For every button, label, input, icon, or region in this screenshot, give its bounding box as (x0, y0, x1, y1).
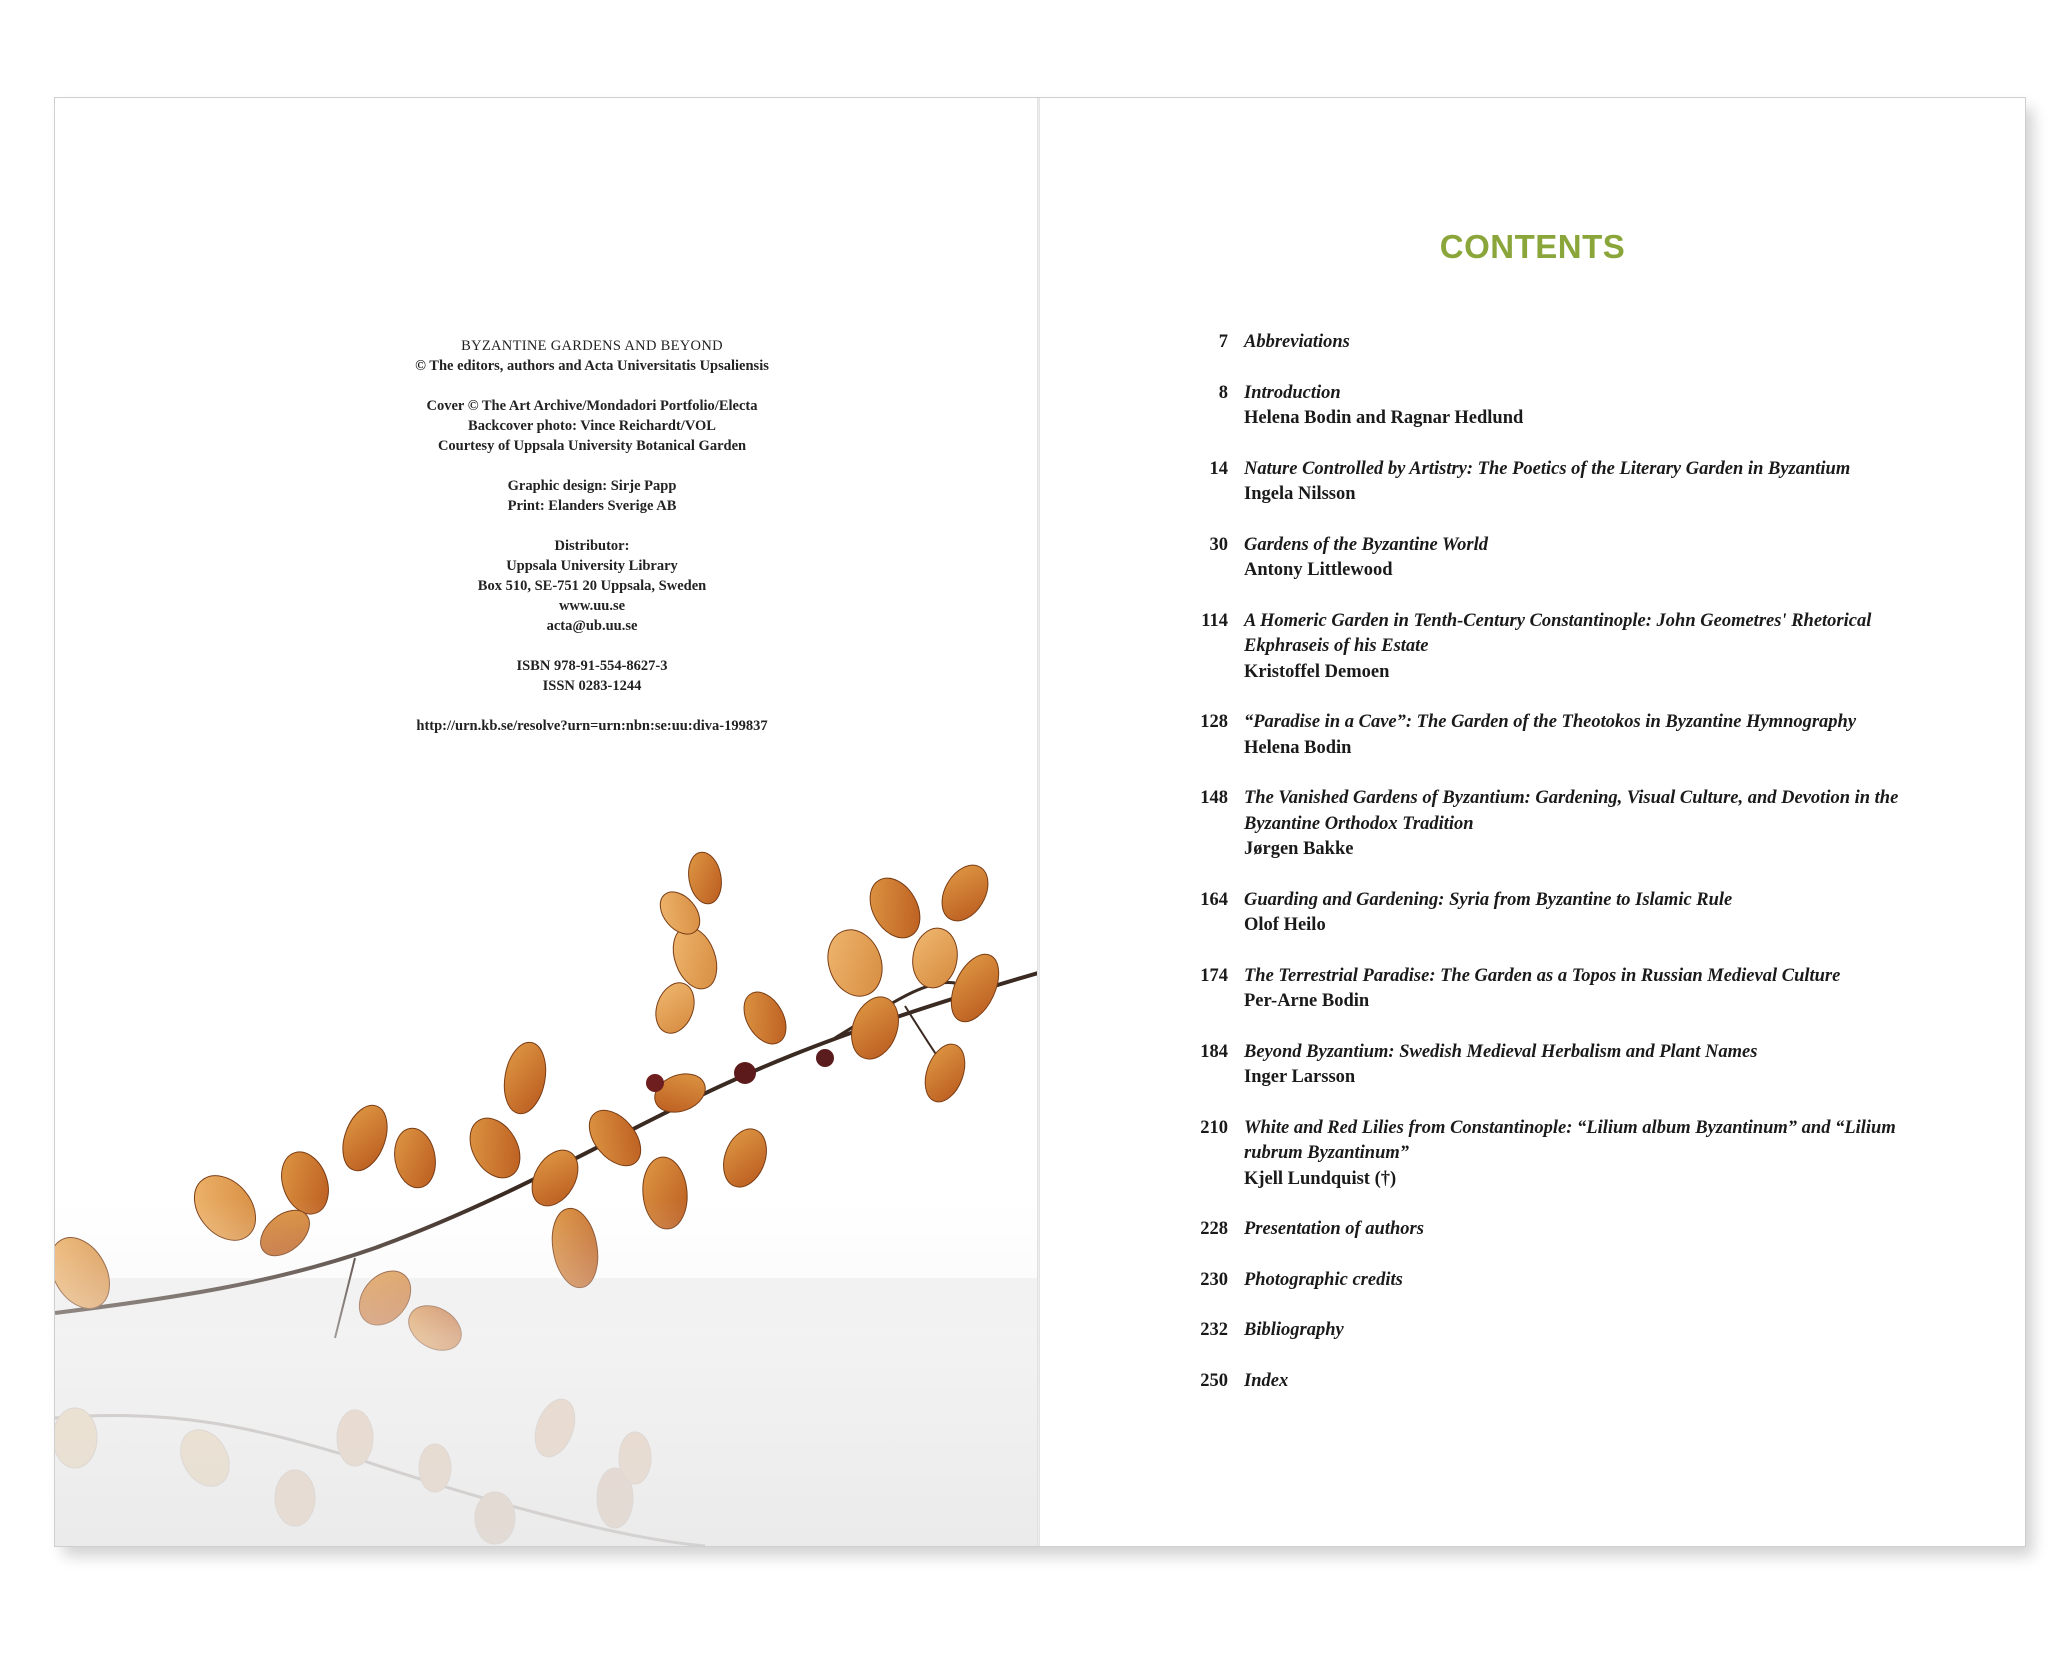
toc-title: Presentation of authors (1244, 1219, 1424, 1239)
imprint-distributor-address: Box 510, SE-751 20 Uppsala, Sweden (477, 578, 707, 594)
toc-title: Bibliography (1244, 1320, 1344, 1340)
toc-author: Olof Heilo (1244, 915, 1326, 935)
toc-page-number: 232 (1200, 1320, 1228, 1340)
imprint-email: acta@ub.uu.se (546, 618, 638, 634)
toc-entry (1190, 1268, 1950, 1294)
toc-entry (1190, 330, 1950, 356)
toc-author: Inger Larsson (1244, 1067, 1356, 1087)
right-page (1040, 98, 2025, 1546)
imprint-distributor-label: Distributor: (554, 538, 630, 554)
toc-author: Ingela Nilsson (1244, 484, 1356, 504)
toc-title: Beyond Byzantium: Swedish Medieval Herbalism and Plant Names (1244, 1041, 1758, 1062)
toc-page-number: 148 (1200, 788, 1228, 808)
toc-page-number: 230 (1200, 1269, 1228, 1290)
toc-title: Photographic credits (1244, 1269, 1403, 1290)
toc-entry (1190, 786, 1950, 863)
toc-entry (1190, 381, 1950, 432)
toc-page-number: 14 (1209, 458, 1228, 479)
toc-author: Kristoffel Demoen (1244, 661, 1390, 682)
toc-title: Abbreviations (1244, 332, 1350, 352)
imprint-design: Graphic design: Sirje Papp (507, 478, 677, 494)
toc-title: “Paradise in a Cave”: The Garden of the Theotokos in Byzantine Hymnography (1244, 712, 1857, 732)
toc-entry (1190, 964, 1950, 1015)
toc-entry (1190, 888, 1950, 939)
toc-page-number: 114 (1201, 610, 1228, 631)
toc-page-number: 184 (1200, 1041, 1228, 1062)
toc-page-number: 7 (1218, 332, 1228, 352)
imprint-print: Print: Elanders Sverige AB (507, 498, 677, 514)
toc-title: The Vanished Gardens of Byzantium: Gardening, Visual Culture, and Devotion in the Byzantine Orthodox Tradition (1244, 788, 1899, 834)
imprint-courtesy: Courtesy of Uppsala University Botanical Garden (437, 438, 747, 454)
toc-page-number: 174 (1200, 965, 1228, 986)
table-of-contents (1190, 330, 1950, 1419)
imprint-copyright: © The editors, authors and Acta Universitatis Upsaliensis (415, 358, 769, 374)
toc-entry (1190, 1369, 1950, 1395)
toc-author: Jørgen Bakke (1244, 839, 1354, 859)
left-page (55, 98, 1038, 1546)
toc-title: Guarding and Gardening: Syria from Byzantine to Islamic Rule (1244, 889, 1733, 910)
contents-heading: CONTENTS (1439, 228, 1626, 265)
toc-entry (1190, 609, 1950, 686)
imprint-title: BYZANTINE GARDENS AND BEYOND (461, 338, 723, 354)
imprint-urn: http://urn.kb.se/resolve?urn=urn:nbn:se:uu:diva-199837 (416, 718, 768, 734)
toc-title: Introduction (1244, 382, 1341, 403)
toc-page-number: 8 (1218, 382, 1228, 403)
toc-entry (1190, 457, 1950, 508)
toc-title: Index (1244, 1370, 1289, 1391)
book-spread (55, 98, 2025, 1546)
toc-author: Helena Bodin and Ragnar Hedlund (1244, 408, 1524, 428)
toc-title: The Terrestrial Paradise: The Garden as a Topos in Russian Medieval Culture (1244, 965, 1841, 986)
toc-entry (1190, 1040, 1950, 1091)
imprint-distributor-name: Uppsala University Library (506, 558, 678, 574)
imprint-backcover-credit: Backcover photo: Vince Reichardt/VOL (468, 418, 716, 434)
toc-page-number: 228 (1200, 1219, 1228, 1239)
toc-author: Antony Littlewood (1244, 560, 1393, 580)
toc-title: A Homeric Garden in Tenth-Century Constantinople: John Geometres' Rhetorical Ekphraseis of his Estate (1244, 610, 1872, 656)
toc-page-number: 30 (1209, 534, 1228, 555)
imprint-cover-credit: Cover © The Art Archive/Mondadori Portfolio/Electa (426, 398, 758, 414)
imprint-website: www.uu.se (558, 598, 626, 614)
toc-entry (1190, 1217, 1950, 1243)
toc-entry (1190, 1116, 1950, 1193)
toc-page-number: 164 (1200, 889, 1228, 910)
toc-author: Kjell Lundquist (†) (1244, 1168, 1397, 1189)
toc-author: Per-Arne Bodin (1244, 991, 1370, 1011)
toc-title: White and Red Lilies from Constantinople: “Lilium album Byzantinum” and “Lilium rubrum Byzantinum” (1244, 1117, 1896, 1163)
imprint-block (235, 336, 949, 756)
toc-title: Gardens of the Byzantine World (1244, 534, 1488, 555)
toc-page-number: 250 (1200, 1370, 1228, 1391)
toc-author: Helena Bodin (1244, 737, 1352, 758)
imprint-issn: ISSN 0283-1244 (542, 678, 642, 694)
autumn-branch-photo (55, 738, 1038, 1546)
toc-page-number: 210 (1200, 1117, 1228, 1138)
imprint-isbn: ISBN 978-91-554-8627-3 (516, 658, 668, 674)
toc-entry (1190, 533, 1950, 584)
toc-entry (1190, 710, 1950, 761)
toc-title: Nature Controlled by Artistry: The Poetics of the Literary Garden in Byzantium (1244, 458, 1851, 479)
toc-entry (1190, 1318, 1950, 1344)
toc-page-number: 128 (1200, 712, 1228, 732)
